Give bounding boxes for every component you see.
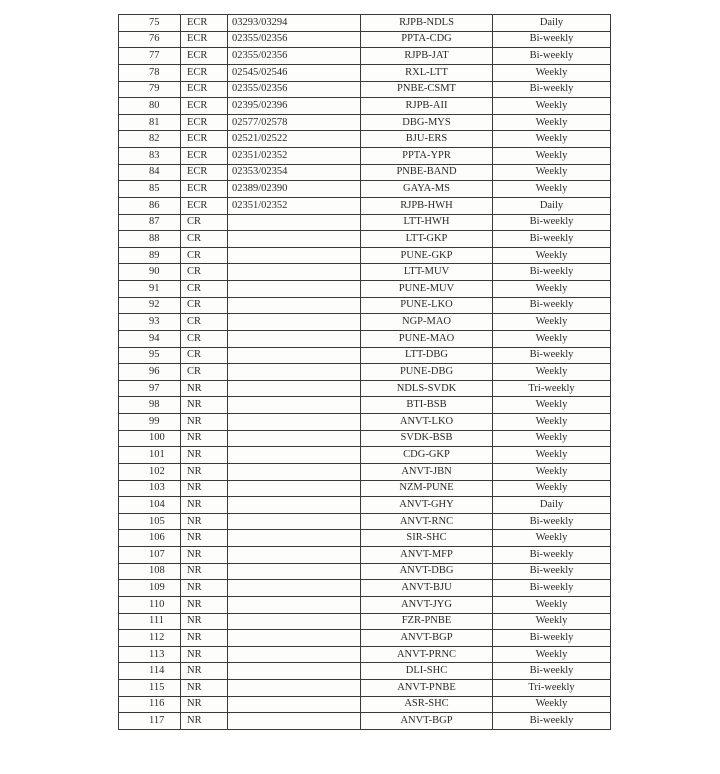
- table-row: [119, 48, 611, 65]
- train-number-cell: 02521/02522: [228, 131, 361, 148]
- table-row: [119, 197, 611, 214]
- train-number-cell: [228, 630, 361, 647]
- train-number-cell: [228, 364, 361, 381]
- zone-cell: ECR: [181, 48, 228, 65]
- zone-cell: NR: [181, 463, 228, 480]
- table-row: [119, 380, 611, 397]
- table-row: [119, 680, 611, 697]
- train-number-cell: [228, 314, 361, 331]
- train-number-cell: [228, 646, 361, 663]
- zone-cell: NR: [181, 480, 228, 497]
- zone-cell: NR: [181, 530, 228, 547]
- route-cell: ANVT-PRNC: [361, 646, 493, 663]
- serial-number-cell: 109: [119, 580, 181, 597]
- frequency-cell: Bi-weekly: [493, 31, 611, 48]
- zone-cell: NR: [181, 630, 228, 647]
- frequency-cell: Weekly: [493, 314, 611, 331]
- train-number-cell: [228, 663, 361, 680]
- zone-cell: CR: [181, 264, 228, 281]
- route-cell: CDG-GKP: [361, 447, 493, 464]
- table-body: [119, 15, 611, 730]
- route-cell: ANVT-BGP: [361, 713, 493, 730]
- serial-number-cell: 94: [119, 330, 181, 347]
- serial-number-cell: 93: [119, 314, 181, 331]
- route-cell: ANVT-GHY: [361, 497, 493, 514]
- train-number-cell: [228, 380, 361, 397]
- train-number-cell: [228, 680, 361, 697]
- serial-number-cell: 103: [119, 480, 181, 497]
- table-row: [119, 447, 611, 464]
- frequency-cell: Bi-weekly: [493, 547, 611, 564]
- train-number-cell: [228, 580, 361, 597]
- zone-cell: NR: [181, 663, 228, 680]
- zone-cell: CR: [181, 330, 228, 347]
- frequency-cell: Bi-weekly: [493, 81, 611, 98]
- train-number-cell: 02395/02396: [228, 98, 361, 115]
- frequency-cell: Bi-weekly: [493, 264, 611, 281]
- route-cell: ANVT-BJU: [361, 580, 493, 597]
- serial-number-cell: 76: [119, 31, 181, 48]
- train-number-cell: [228, 447, 361, 464]
- table-row: [119, 64, 611, 81]
- train-number-cell: [228, 347, 361, 364]
- train-number-cell: [228, 330, 361, 347]
- zone-cell: ECR: [181, 64, 228, 81]
- serial-number-cell: 80: [119, 98, 181, 115]
- frequency-cell: Bi-weekly: [493, 214, 611, 231]
- frequency-cell: Weekly: [493, 148, 611, 165]
- zone-cell: ECR: [181, 131, 228, 148]
- train-number-cell: 02577/02578: [228, 114, 361, 131]
- route-cell: LTT-HWH: [361, 214, 493, 231]
- zone-cell: NR: [181, 414, 228, 431]
- route-cell: RJPB-HWH: [361, 197, 493, 214]
- table-row: [119, 646, 611, 663]
- train-number-cell: [228, 214, 361, 231]
- serial-number-cell: 77: [119, 48, 181, 65]
- frequency-cell: Weekly: [493, 530, 611, 547]
- zone-cell: NR: [181, 513, 228, 530]
- route-cell: ANVT-BGP: [361, 630, 493, 647]
- route-cell: ANVT-MFP: [361, 547, 493, 564]
- route-cell: NZM-PUNE: [361, 480, 493, 497]
- table-row: [119, 696, 611, 713]
- train-schedule-table: [118, 14, 611, 730]
- table-row: [119, 31, 611, 48]
- serial-number-cell: 90: [119, 264, 181, 281]
- serial-number-cell: 100: [119, 430, 181, 447]
- table-row: [119, 347, 611, 364]
- route-cell: SVDK-BSB: [361, 430, 493, 447]
- route-cell: DBG-MYS: [361, 114, 493, 131]
- frequency-cell: Weekly: [493, 430, 611, 447]
- zone-cell: NR: [181, 696, 228, 713]
- table-row: [119, 114, 611, 131]
- zone-cell: CR: [181, 347, 228, 364]
- route-cell: PUNE-DBG: [361, 364, 493, 381]
- train-number-cell: [228, 480, 361, 497]
- frequency-cell: Weekly: [493, 281, 611, 298]
- zone-cell: NR: [181, 430, 228, 447]
- frequency-cell: Daily: [493, 197, 611, 214]
- table-row: [119, 297, 611, 314]
- table-row: [119, 281, 611, 298]
- table-row: [119, 81, 611, 98]
- train-number-cell: [228, 247, 361, 264]
- zone-cell: NR: [181, 580, 228, 597]
- zone-cell: CR: [181, 281, 228, 298]
- table-row: [119, 513, 611, 530]
- route-cell: ANVT-JBN: [361, 463, 493, 480]
- serial-number-cell: 107: [119, 547, 181, 564]
- table-row: [119, 397, 611, 414]
- zone-cell: ECR: [181, 114, 228, 131]
- frequency-cell: Weekly: [493, 696, 611, 713]
- route-cell: LTT-DBG: [361, 347, 493, 364]
- train-number-cell: [228, 563, 361, 580]
- route-cell: PUNE-MAO: [361, 330, 493, 347]
- zone-cell: CR: [181, 231, 228, 248]
- zone-cell: NR: [181, 713, 228, 730]
- serial-number-cell: 96: [119, 364, 181, 381]
- train-number-cell: 02355/02356: [228, 31, 361, 48]
- train-number-cell: 03293/03294: [228, 15, 361, 32]
- train-number-cell: [228, 463, 361, 480]
- route-cell: RJPB-AII: [361, 98, 493, 115]
- frequency-cell: Bi-weekly: [493, 48, 611, 65]
- train-number-cell: 02351/02352: [228, 148, 361, 165]
- table-row: [119, 264, 611, 281]
- table-row: [119, 131, 611, 148]
- table-row: [119, 580, 611, 597]
- table-row: [119, 247, 611, 264]
- route-cell: PUNE-GKP: [361, 247, 493, 264]
- serial-number-cell: 105: [119, 513, 181, 530]
- train-number-cell: [228, 297, 361, 314]
- serial-number-cell: 88: [119, 231, 181, 248]
- serial-number-cell: 115: [119, 680, 181, 697]
- frequency-cell: Daily: [493, 15, 611, 32]
- serial-number-cell: 108: [119, 563, 181, 580]
- serial-number-cell: 110: [119, 596, 181, 613]
- zone-cell: ECR: [181, 15, 228, 32]
- frequency-cell: Bi-weekly: [493, 513, 611, 530]
- serial-number-cell: 106: [119, 530, 181, 547]
- zone-cell: ECR: [181, 181, 228, 198]
- table-row: [119, 98, 611, 115]
- route-cell: RJPB-NDLS: [361, 15, 493, 32]
- serial-number-cell: 75: [119, 15, 181, 32]
- route-cell: LTT-MUV: [361, 264, 493, 281]
- frequency-cell: Weekly: [493, 114, 611, 131]
- train-number-cell: 02355/02356: [228, 48, 361, 65]
- train-number-cell: 02351/02352: [228, 197, 361, 214]
- train-number-cell: [228, 713, 361, 730]
- route-cell: RJPB-JAT: [361, 48, 493, 65]
- route-cell: ASR-SHC: [361, 696, 493, 713]
- frequency-cell: Weekly: [493, 613, 611, 630]
- table-row: [119, 214, 611, 231]
- frequency-cell: Bi-weekly: [493, 713, 611, 730]
- serial-number-cell: 97: [119, 380, 181, 397]
- serial-number-cell: 84: [119, 164, 181, 181]
- frequency-cell: Tri-weekly: [493, 380, 611, 397]
- zone-cell: ECR: [181, 148, 228, 165]
- train-number-cell: [228, 264, 361, 281]
- frequency-cell: Weekly: [493, 64, 611, 81]
- table-row: [119, 181, 611, 198]
- frequency-cell: Weekly: [493, 646, 611, 663]
- zone-cell: ECR: [181, 81, 228, 98]
- route-cell: DLI-SHC: [361, 663, 493, 680]
- table-row: [119, 231, 611, 248]
- frequency-cell: Daily: [493, 497, 611, 514]
- frequency-cell: Weekly: [493, 596, 611, 613]
- serial-number-cell: 78: [119, 64, 181, 81]
- frequency-cell: Bi-weekly: [493, 347, 611, 364]
- frequency-cell: Weekly: [493, 98, 611, 115]
- route-cell: PUNE-MUV: [361, 281, 493, 298]
- serial-number-cell: 101: [119, 447, 181, 464]
- zone-cell: NR: [181, 380, 228, 397]
- train-number-cell: 02545/02546: [228, 64, 361, 81]
- frequency-cell: Weekly: [493, 364, 611, 381]
- serial-number-cell: 116: [119, 696, 181, 713]
- train-number-cell: 02355/02356: [228, 81, 361, 98]
- table-row: [119, 596, 611, 613]
- zone-cell: NR: [181, 613, 228, 630]
- zone-cell: CR: [181, 214, 228, 231]
- route-cell: NDLS-SVDK: [361, 380, 493, 397]
- train-number-cell: [228, 513, 361, 530]
- train-number-cell: [228, 430, 361, 447]
- serial-number-cell: 104: [119, 497, 181, 514]
- serial-number-cell: 117: [119, 713, 181, 730]
- serial-number-cell: 102: [119, 463, 181, 480]
- route-cell: ANVT-PNBE: [361, 680, 493, 697]
- table-row: [119, 530, 611, 547]
- route-cell: PPTA-YPR: [361, 148, 493, 165]
- route-cell: FZR-PNBE: [361, 613, 493, 630]
- zone-cell: NR: [181, 447, 228, 464]
- serial-number-cell: 82: [119, 131, 181, 148]
- zone-cell: NR: [181, 397, 228, 414]
- zone-cell: NR: [181, 680, 228, 697]
- route-cell: BJU-ERS: [361, 131, 493, 148]
- route-cell: GAYA-MS: [361, 181, 493, 198]
- table-row: [119, 463, 611, 480]
- serial-number-cell: 113: [119, 646, 181, 663]
- serial-number-cell: 114: [119, 663, 181, 680]
- route-cell: NGP-MAO: [361, 314, 493, 331]
- table-row: [119, 713, 611, 730]
- table-row: [119, 364, 611, 381]
- frequency-cell: Bi-weekly: [493, 663, 611, 680]
- zone-cell: CR: [181, 364, 228, 381]
- route-cell: SIR-SHC: [361, 530, 493, 547]
- serial-number-cell: 92: [119, 297, 181, 314]
- frequency-cell: Bi-weekly: [493, 563, 611, 580]
- table-row: [119, 164, 611, 181]
- frequency-cell: Weekly: [493, 397, 611, 414]
- frequency-cell: Bi-weekly: [493, 580, 611, 597]
- zone-cell: NR: [181, 547, 228, 564]
- frequency-cell: Weekly: [493, 480, 611, 497]
- table-row: [119, 613, 611, 630]
- table-row: [119, 663, 611, 680]
- train-number-cell: [228, 596, 361, 613]
- train-number-cell: [228, 530, 361, 547]
- table-row: [119, 148, 611, 165]
- train-number-cell: [228, 613, 361, 630]
- serial-number-cell: 99: [119, 414, 181, 431]
- zone-cell: ECR: [181, 164, 228, 181]
- zone-cell: NR: [181, 596, 228, 613]
- route-cell: ANVT-RNC: [361, 513, 493, 530]
- frequency-cell: Bi-weekly: [493, 297, 611, 314]
- frequency-cell: Weekly: [493, 414, 611, 431]
- frequency-cell: Tri-weekly: [493, 680, 611, 697]
- table-row: [119, 480, 611, 497]
- zone-cell: NR: [181, 563, 228, 580]
- frequency-cell: Weekly: [493, 131, 611, 148]
- train-number-cell: [228, 547, 361, 564]
- route-cell: ANVT-DBG: [361, 563, 493, 580]
- train-number-cell: [228, 397, 361, 414]
- train-number-cell: [228, 497, 361, 514]
- table-row: [119, 330, 611, 347]
- train-number-cell: [228, 414, 361, 431]
- frequency-cell: Bi-weekly: [493, 231, 611, 248]
- frequency-cell: Bi-weekly: [493, 630, 611, 647]
- serial-number-cell: 111: [119, 613, 181, 630]
- table-row: [119, 15, 611, 32]
- table-row: [119, 630, 611, 647]
- train-number-cell: 02353/02354: [228, 164, 361, 181]
- zone-cell: NR: [181, 646, 228, 663]
- serial-number-cell: 95: [119, 347, 181, 364]
- train-number-cell: 02389/02390: [228, 181, 361, 198]
- serial-number-cell: 87: [119, 214, 181, 231]
- frequency-cell: Weekly: [493, 447, 611, 464]
- train-number-cell: [228, 231, 361, 248]
- route-cell: RXL-LTT: [361, 64, 493, 81]
- serial-number-cell: 98: [119, 397, 181, 414]
- serial-number-cell: 83: [119, 148, 181, 165]
- serial-number-cell: 81: [119, 114, 181, 131]
- zone-cell: NR: [181, 497, 228, 514]
- zone-cell: ECR: [181, 98, 228, 115]
- table-row: [119, 563, 611, 580]
- route-cell: PNBE-BAND: [361, 164, 493, 181]
- table-row: [119, 314, 611, 331]
- serial-number-cell: 79: [119, 81, 181, 98]
- zone-cell: CR: [181, 247, 228, 264]
- route-cell: PPTA-CDG: [361, 31, 493, 48]
- frequency-cell: Weekly: [493, 247, 611, 264]
- route-cell: LTT-GKP: [361, 231, 493, 248]
- table-row: [119, 497, 611, 514]
- serial-number-cell: 89: [119, 247, 181, 264]
- table-row: [119, 430, 611, 447]
- frequency-cell: Weekly: [493, 164, 611, 181]
- table-row: [119, 547, 611, 564]
- serial-number-cell: 86: [119, 197, 181, 214]
- serial-number-cell: 85: [119, 181, 181, 198]
- frequency-cell: Weekly: [493, 181, 611, 198]
- route-cell: PNBE-CSMT: [361, 81, 493, 98]
- frequency-cell: Weekly: [493, 330, 611, 347]
- zone-cell: CR: [181, 297, 228, 314]
- frequency-cell: Weekly: [493, 463, 611, 480]
- zone-cell: ECR: [181, 197, 228, 214]
- zone-cell: CR: [181, 314, 228, 331]
- serial-number-cell: 112: [119, 630, 181, 647]
- table-row: [119, 414, 611, 431]
- route-cell: PUNE-LKO: [361, 297, 493, 314]
- zone-cell: ECR: [181, 31, 228, 48]
- route-cell: ANVT-JYG: [361, 596, 493, 613]
- serial-number-cell: 91: [119, 281, 181, 298]
- route-cell: BTI-BSB: [361, 397, 493, 414]
- train-number-cell: [228, 281, 361, 298]
- train-number-cell: [228, 696, 361, 713]
- route-cell: ANVT-LKO: [361, 414, 493, 431]
